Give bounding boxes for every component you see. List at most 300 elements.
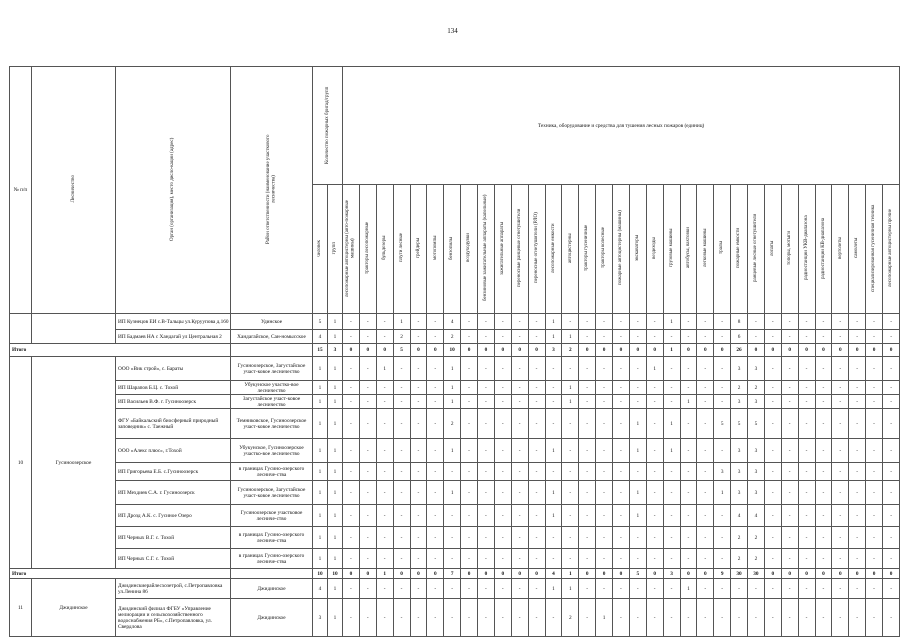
equipment-value-cell: 0 bbox=[781, 344, 798, 357]
header-equipment-col-label: грузовые машины bbox=[668, 228, 674, 268]
header-equipment-col bbox=[663, 185, 680, 314]
equipment-value-cell: - bbox=[883, 549, 900, 569]
equipment-value-cell: - bbox=[680, 357, 697, 381]
equipment-value-cell: - bbox=[410, 314, 427, 330]
equipment-value-cell: - bbox=[714, 439, 731, 463]
header-equipment-col-label: мотопомпы bbox=[432, 235, 438, 261]
equipment-value-cell: 0 bbox=[613, 569, 630, 579]
equipment-value-cell: - bbox=[461, 314, 478, 330]
equipment-value-cell: - bbox=[579, 314, 596, 330]
equipment-value-cell: - bbox=[849, 463, 866, 481]
header-equipment-col-label: бензопилы bbox=[449, 236, 455, 260]
equipment-value-cell: 3 bbox=[714, 463, 731, 481]
equipment-value-cell: - bbox=[731, 599, 748, 637]
header-equipment-col bbox=[343, 185, 360, 314]
equipment-value-cell: - bbox=[646, 330, 663, 344]
header-equipment-col bbox=[629, 185, 646, 314]
equipment-value-cell: - bbox=[697, 527, 714, 549]
equipment-value-cell: - bbox=[461, 330, 478, 344]
equipment-value-cell: 5 bbox=[629, 569, 646, 579]
equipment-value-cell: - bbox=[359, 439, 376, 463]
header-equipment-col bbox=[376, 185, 393, 314]
people-cell: 1 bbox=[313, 481, 328, 505]
equipment-value-cell: - bbox=[714, 579, 731, 599]
equipment-value-cell: 0 bbox=[832, 344, 849, 357]
equipment-value-cell: - bbox=[697, 549, 714, 569]
equipment-value-cell: - bbox=[663, 481, 680, 505]
equipment-value-cell: - bbox=[714, 314, 731, 330]
equipment-value-cell: 7 bbox=[444, 569, 461, 579]
equipment-value-cell: - bbox=[461, 579, 478, 599]
equipment-value-cell: - bbox=[629, 395, 646, 409]
equipment-value-cell: 1 bbox=[596, 599, 613, 637]
equipment-value-cell: - bbox=[764, 599, 781, 637]
equipment-value-cell: - bbox=[511, 599, 528, 637]
equipment-value-cell: - bbox=[731, 579, 748, 599]
equipment-value-cell: - bbox=[596, 381, 613, 395]
equipment-value-cell: - bbox=[511, 463, 528, 481]
equipment-value-cell: - bbox=[478, 357, 495, 381]
header-equipment-col bbox=[461, 185, 478, 314]
equipment-value-cell: - bbox=[343, 481, 360, 505]
equipment-value-cell: 0 bbox=[579, 569, 596, 579]
equipment-value-cell: - bbox=[613, 599, 630, 637]
equipment-value-cell: 0 bbox=[781, 569, 798, 579]
organ-cell: ИП Мехдиев С.А. г. Гусиноозерск bbox=[116, 481, 231, 505]
equipment-value-cell: - bbox=[849, 439, 866, 463]
equipment-value-cell: 0 bbox=[798, 569, 815, 579]
equipment-value-cell: - bbox=[815, 599, 832, 637]
equipment-value-cell: - bbox=[528, 481, 545, 505]
area-cell: Хандагайское, Сан-номысское bbox=[231, 330, 313, 344]
groups-cell: 1 bbox=[328, 481, 343, 505]
equipment-value-cell: - bbox=[494, 314, 511, 330]
equipment-value-cell: - bbox=[511, 579, 528, 599]
equipment-value-cell: - bbox=[376, 527, 393, 549]
equipment-value-cell: - bbox=[697, 439, 714, 463]
organ-cell: ООО «Вик строй», с. Бараты bbox=[116, 357, 231, 381]
equipment-value-cell: 1 bbox=[562, 569, 579, 579]
equipment-value-cell: - bbox=[629, 330, 646, 344]
equipment-value-cell: - bbox=[866, 579, 883, 599]
equipment-value-cell: - bbox=[815, 549, 832, 569]
equipment-value-cell: - bbox=[596, 439, 613, 463]
equipment-value-cell: - bbox=[714, 395, 731, 409]
equipment-value-cell: 0 bbox=[798, 344, 815, 357]
header-equipment-col bbox=[748, 185, 765, 314]
equipment-value-cell: - bbox=[494, 409, 511, 439]
equipment-value-cell: 0 bbox=[427, 344, 444, 357]
header-equipment-col-label: вездеходы bbox=[651, 237, 657, 259]
groups-cell: 1 bbox=[328, 314, 343, 330]
equipment-value-cell: 1 bbox=[629, 409, 646, 439]
equipment-value-cell: - bbox=[596, 527, 613, 549]
equipment-value-cell: - bbox=[849, 549, 866, 569]
equipment-value-cell: - bbox=[528, 549, 545, 569]
equipment-value-cell: 1 bbox=[714, 481, 731, 505]
equipment-value-cell: 0 bbox=[697, 569, 714, 579]
equipment-value-cell: - bbox=[781, 527, 798, 549]
equipment-value-cell: - bbox=[359, 395, 376, 409]
equipment-value-cell: 0 bbox=[478, 344, 495, 357]
equipment-value-cell: - bbox=[528, 463, 545, 481]
equipment-value-cell: - bbox=[376, 579, 393, 599]
equipment-value-cell: 1 bbox=[376, 357, 393, 381]
area-cell bbox=[231, 344, 313, 357]
equipment-value-cell: - bbox=[764, 330, 781, 344]
equipment-value-cell: 0 bbox=[410, 344, 427, 357]
groups-cell: 1 bbox=[328, 330, 343, 344]
header-equipment-col bbox=[883, 185, 900, 314]
people-cell: 5 bbox=[313, 314, 328, 330]
equipment-value-cell: 0 bbox=[613, 344, 630, 357]
equipment-value-cell: - bbox=[579, 357, 596, 381]
people-cell: 4 bbox=[313, 330, 328, 344]
equipment-value-cell: - bbox=[883, 395, 900, 409]
equipment-value-cell: - bbox=[629, 527, 646, 549]
area-cell: Темниковское, Гусиноозерское участ-ковое лесничество bbox=[231, 409, 313, 439]
equipment-value-cell: 0 bbox=[832, 569, 849, 579]
header-equipment-col bbox=[815, 185, 832, 314]
header-equipment-col-label: бензиновые зажигательные аппараты (капельные) bbox=[483, 194, 489, 302]
equipment-value-cell: - bbox=[579, 439, 596, 463]
equipment-value-cell: 1 bbox=[629, 481, 646, 505]
equipment-value-cell: - bbox=[663, 395, 680, 409]
equipment-value-cell: - bbox=[461, 381, 478, 395]
equipment-value-cell: - bbox=[359, 481, 376, 505]
equipment-value-cell: 6 bbox=[731, 330, 748, 344]
equipment-value-cell: - bbox=[528, 330, 545, 344]
header-forestry bbox=[32, 67, 116, 314]
equipment-value-cell: - bbox=[393, 481, 410, 505]
organ-cell: ИП Кузнецов ЕИ с.В-Тальцы ул.Куруупова д.160 bbox=[116, 314, 231, 330]
header-equipment-col bbox=[714, 185, 731, 314]
equipment-value-cell: 0 bbox=[815, 344, 832, 357]
equipment-value-cell: - bbox=[798, 381, 815, 395]
equipment-value-cell: 0 bbox=[764, 569, 781, 579]
header-equipment-col-label: радиостанции КВ-диапазона bbox=[820, 217, 826, 279]
groups-cell: 1 bbox=[328, 409, 343, 439]
equipment-value-cell: - bbox=[596, 481, 613, 505]
equipment-value-cell: 0 bbox=[815, 569, 832, 579]
table-row bbox=[10, 463, 900, 481]
equipment-value-cell: - bbox=[528, 357, 545, 381]
equipment-value-cell: - bbox=[494, 395, 511, 409]
equipment-value-cell: - bbox=[393, 505, 410, 527]
equipment-value-cell: - bbox=[359, 409, 376, 439]
equipment-value-cell: - bbox=[376, 549, 393, 569]
equipment-value-cell: - bbox=[815, 579, 832, 599]
equipment-value-cell: 3 bbox=[545, 344, 562, 357]
equipment-value-cell: - bbox=[579, 409, 596, 439]
equipment-value-cell: - bbox=[748, 599, 765, 637]
equipment-value-cell: - bbox=[714, 330, 731, 344]
equipment-value-cell: - bbox=[781, 357, 798, 381]
equipment-value-cell: - bbox=[410, 357, 427, 381]
equipment-value-cell: - bbox=[629, 314, 646, 330]
header-forestry-label: Лесничество bbox=[70, 175, 76, 203]
header-equipment-col bbox=[427, 185, 444, 314]
header-equipment-col bbox=[731, 185, 748, 314]
page-number: 134 bbox=[447, 27, 458, 35]
equipment-value-cell: - bbox=[815, 409, 832, 439]
equipment-value-cell: - bbox=[444, 527, 461, 549]
equipment-value-cell: - bbox=[613, 409, 630, 439]
equipment-value-cell: 1 bbox=[663, 314, 680, 330]
equipment-value-cell: - bbox=[359, 599, 376, 637]
header-equipment-col bbox=[613, 185, 630, 314]
table-row bbox=[10, 357, 900, 381]
header-equipment-col-label: тракторы гусеничные bbox=[584, 224, 590, 272]
equipment-value-cell: 5 bbox=[714, 409, 731, 439]
people-cell: 1 bbox=[313, 439, 328, 463]
equipment-value-cell: - bbox=[866, 549, 883, 569]
equipment-value-cell: - bbox=[596, 330, 613, 344]
equipment-value-cell: - bbox=[478, 599, 495, 637]
equipment-value-cell: - bbox=[545, 599, 562, 637]
equipment-value-cell: - bbox=[545, 357, 562, 381]
table-row bbox=[10, 330, 900, 344]
equipment-value-cell: - bbox=[697, 314, 714, 330]
equipment-value-cell: - bbox=[562, 463, 579, 481]
equipment-value-cell: 2 bbox=[731, 527, 748, 549]
equipment-value-cell: - bbox=[714, 505, 731, 527]
table-row bbox=[10, 527, 900, 549]
header-equipment-col-label: пожарные емкости bbox=[736, 228, 742, 268]
equipment-value-cell: - bbox=[680, 481, 697, 505]
equipment-value-cell: 1 bbox=[680, 395, 697, 409]
equipment-value-cell: - bbox=[528, 579, 545, 599]
equipment-value-cell: - bbox=[579, 579, 596, 599]
table-row bbox=[10, 579, 900, 599]
equipment-value-cell: - bbox=[478, 409, 495, 439]
equipment-value-cell: - bbox=[511, 439, 528, 463]
equipment-value-cell: - bbox=[764, 527, 781, 549]
header-equipment-col bbox=[511, 185, 528, 314]
header-equipment-col-label: топоры, мотыги bbox=[786, 230, 792, 266]
equipment-value-cell: 1 bbox=[545, 579, 562, 599]
equipment-value-cell: 3 bbox=[748, 395, 765, 409]
equipment-value-cell: - bbox=[579, 330, 596, 344]
equipment-value-cell: - bbox=[461, 527, 478, 549]
equipment-value-cell: - bbox=[393, 439, 410, 463]
equipment-value-cell: - bbox=[613, 314, 630, 330]
header-equipment-col-label: лесопожарные автоцистерны (авто-пожарные машины) bbox=[345, 199, 356, 297]
header-equipment-col-label: тралы bbox=[719, 241, 725, 255]
people-cell: 10 bbox=[313, 569, 328, 579]
header-equipment-col-label: лесопожарные емкости bbox=[550, 223, 556, 273]
equipment-value-cell: 1 bbox=[545, 314, 562, 330]
equipment-value-cell: - bbox=[697, 463, 714, 481]
equipment-value-cell: - bbox=[866, 505, 883, 527]
equipment-value-cell: - bbox=[444, 599, 461, 637]
equipment-value-cell: 1 bbox=[444, 439, 461, 463]
equipment-value-cell: - bbox=[511, 395, 528, 409]
organ-cell: ФГУ «Байкальский биосферный природный заповедник» с. Таежный bbox=[116, 409, 231, 439]
header-equipment-col bbox=[798, 185, 815, 314]
people-cell: 1 bbox=[313, 381, 328, 395]
people-cell: 4 bbox=[313, 579, 328, 599]
equipment-value-cell: 1 bbox=[444, 481, 461, 505]
equipment-value-cell: - bbox=[883, 439, 900, 463]
total-row bbox=[10, 569, 900, 579]
equipment-value-cell: - bbox=[629, 463, 646, 481]
equipment-value-cell: - bbox=[697, 357, 714, 381]
table-row bbox=[10, 505, 900, 527]
equipment-value-cell: - bbox=[410, 599, 427, 637]
equipment-value-cell: - bbox=[427, 505, 444, 527]
equipment-value-cell: 0 bbox=[646, 344, 663, 357]
header-equipment-col bbox=[781, 185, 798, 314]
equipment-value-cell: - bbox=[748, 314, 765, 330]
equipment-value-cell: - bbox=[781, 505, 798, 527]
equipment-value-cell: - bbox=[393, 381, 410, 395]
equipment-value-cell: - bbox=[832, 599, 849, 637]
equipment-value-cell: - bbox=[376, 381, 393, 395]
equipment-value-cell: - bbox=[680, 463, 697, 481]
equipment-value-cell: 26 bbox=[731, 344, 748, 357]
equipment-value-cell: - bbox=[478, 527, 495, 549]
equipment-value-cell: - bbox=[866, 395, 883, 409]
equipment-value-cell: - bbox=[478, 463, 495, 481]
equipment-value-cell: - bbox=[663, 357, 680, 381]
equipment-value-cell: - bbox=[697, 599, 714, 637]
equipment-value-cell: 1 bbox=[545, 439, 562, 463]
equipment-value-cell: - bbox=[545, 463, 562, 481]
equipment-value-cell: - bbox=[376, 481, 393, 505]
equipment-value-cell: - bbox=[528, 395, 545, 409]
groups-cell: 1 bbox=[328, 505, 343, 527]
equipment-value-cell: - bbox=[528, 527, 545, 549]
equipment-value-cell: - bbox=[410, 439, 427, 463]
equipment-value-cell: 1 bbox=[629, 505, 646, 527]
equipment-value-cell: - bbox=[883, 330, 900, 344]
equipment-value-cell: - bbox=[494, 463, 511, 481]
equipment-value-cell: - bbox=[461, 505, 478, 527]
equipment-value-cell: - bbox=[714, 527, 731, 549]
equipment-value-cell: - bbox=[764, 579, 781, 599]
area-cell: Загустайское участ-ковое лесничество bbox=[231, 395, 313, 409]
equipment-value-cell: 4 bbox=[731, 505, 748, 527]
equipment-value-cell: - bbox=[697, 381, 714, 395]
equipment-value-cell: - bbox=[714, 599, 731, 637]
area-cell: Убукунское, Гусиноозерское участко-вое лесничество bbox=[231, 439, 313, 463]
equipment-value-cell: - bbox=[866, 381, 883, 395]
equipment-value-cell: 0 bbox=[596, 344, 613, 357]
equipment-value-cell: - bbox=[343, 599, 360, 637]
area-cell: Гусиноозерское участковое лесниче-ство bbox=[231, 505, 313, 527]
equipment-value-cell: - bbox=[680, 330, 697, 344]
equipment-value-cell: - bbox=[562, 505, 579, 527]
equipment-value-cell: 0 bbox=[511, 569, 528, 579]
equipment-value-cell: - bbox=[866, 599, 883, 637]
area-cell: Гусиноозерское, Загустайское участ-ковое лесничество bbox=[231, 481, 313, 505]
equipment-value-cell: 30 bbox=[731, 569, 748, 579]
header-brigades bbox=[313, 67, 343, 185]
table-row bbox=[10, 439, 900, 463]
equipment-value-cell: 1 bbox=[663, 409, 680, 439]
equipment-value-cell: 2 bbox=[748, 527, 765, 549]
groups-cell: 1 bbox=[328, 463, 343, 481]
groups-cell: 1 bbox=[328, 381, 343, 395]
equipment-value-cell: - bbox=[849, 330, 866, 344]
header-equipment-col-label: лопаты bbox=[770, 240, 776, 256]
header-equipment-col-label: пожарные автоцистерны (машины) bbox=[618, 210, 624, 286]
equipment-value-cell: - bbox=[764, 463, 781, 481]
equipment-value-cell: - bbox=[410, 505, 427, 527]
forestry-cell bbox=[32, 314, 116, 344]
equipment-value-cell: 1 bbox=[444, 357, 461, 381]
forestry-cell: Гусиноозерское bbox=[32, 357, 116, 569]
organ-cell: Джидинский филиал ФГБУ «Управление мелиорации и сельскохозяйственного водоснабжения РБ», с.Петропавловка, ул. Свердлова bbox=[116, 599, 231, 637]
equipment-value-cell: 0 bbox=[461, 569, 478, 579]
equipment-value-cell: 0 bbox=[359, 344, 376, 357]
equipment-value-cell: - bbox=[393, 527, 410, 549]
equipment-value-cell: - bbox=[748, 330, 765, 344]
equipment-value-cell: - bbox=[596, 463, 613, 481]
header-equipment-col-label: лесопожарные автоцистерны прочие bbox=[888, 208, 894, 288]
equipment-value-cell: - bbox=[478, 330, 495, 344]
equipment-value-cell: - bbox=[478, 549, 495, 569]
equipment-value-cell: - bbox=[478, 314, 495, 330]
header-equipment-col-label: грейдеры bbox=[415, 237, 421, 259]
equipment-value-cell: - bbox=[562, 527, 579, 549]
equipment-value-cell: - bbox=[343, 381, 360, 395]
equipment-value-cell: 2 bbox=[748, 549, 765, 569]
equipment-value-cell: - bbox=[663, 527, 680, 549]
equipment-value-cell: - bbox=[410, 549, 427, 569]
equipment-value-cell: - bbox=[359, 527, 376, 549]
equipment-value-cell: - bbox=[849, 381, 866, 395]
equipment-value-cell: 5 bbox=[731, 409, 748, 439]
equipment-value-cell: - bbox=[579, 527, 596, 549]
header-equipment-col bbox=[764, 185, 781, 314]
equipment-value-cell: - bbox=[646, 409, 663, 439]
equipment-value-cell: - bbox=[511, 357, 528, 381]
equipment-value-cell: - bbox=[798, 439, 815, 463]
header-equipment-col-label: ранцевые лесные огнетушители bbox=[753, 213, 759, 283]
people-cell: 1 bbox=[313, 527, 328, 549]
equipment-value-cell: - bbox=[832, 505, 849, 527]
equipment-value-cell: - bbox=[444, 463, 461, 481]
area-cell bbox=[231, 569, 313, 579]
equipment-value-cell: - bbox=[646, 381, 663, 395]
equipment-value-cell: - bbox=[478, 381, 495, 395]
header-row-number-label: № п/п bbox=[13, 187, 28, 193]
equipment-value-cell: - bbox=[781, 579, 798, 599]
equipment-value-cell: - bbox=[849, 409, 866, 439]
header-organ bbox=[116, 67, 231, 314]
equipment-value-cell: - bbox=[343, 527, 360, 549]
equipment-value-cell: - bbox=[663, 579, 680, 599]
header-equipment-col-label: вертолеты bbox=[837, 237, 843, 259]
equipment-value-cell: - bbox=[781, 314, 798, 330]
header-equipment-col bbox=[494, 185, 511, 314]
equipment-value-cell: - bbox=[714, 357, 731, 381]
equipment-value-cell: - bbox=[680, 549, 697, 569]
area-cell: в границах Гусино-озерского лесниче-ства bbox=[231, 527, 313, 549]
equipment-value-cell: - bbox=[815, 357, 832, 381]
equipment-value-cell: - bbox=[579, 395, 596, 409]
equipment-value-cell: 0 bbox=[579, 344, 596, 357]
equipment-value-cell: - bbox=[781, 463, 798, 481]
equipment-value-cell: 2 bbox=[393, 330, 410, 344]
equipment-value-cell: - bbox=[815, 439, 832, 463]
equipment-value-cell: - bbox=[849, 505, 866, 527]
people-cell: 1 bbox=[313, 463, 328, 481]
equipment-value-cell: - bbox=[545, 381, 562, 395]
equipment-value-cell: 0 bbox=[883, 569, 900, 579]
